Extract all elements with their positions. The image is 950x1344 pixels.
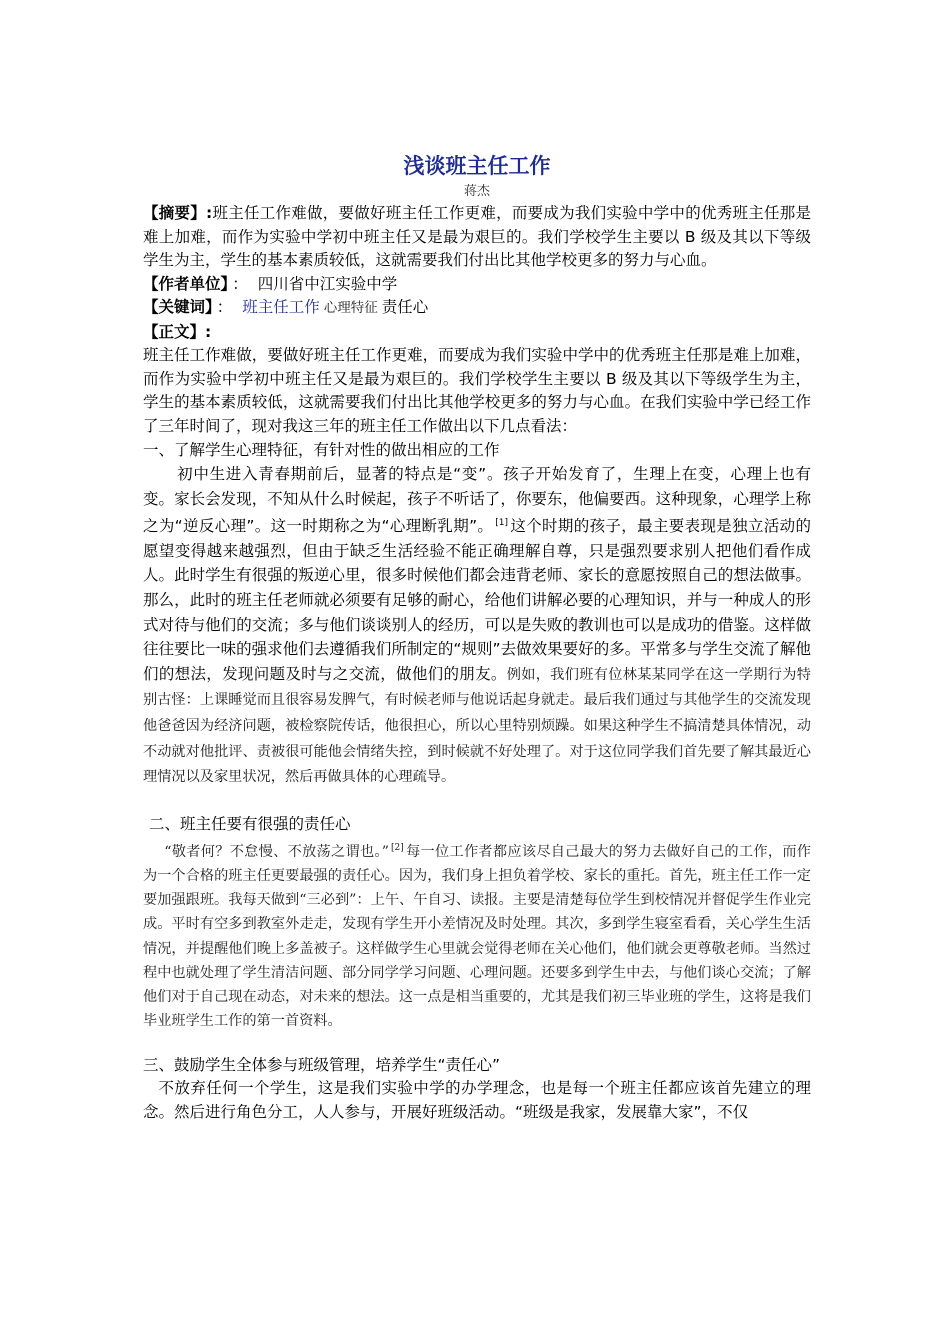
body-label: 【正文】:: [143, 322, 212, 341]
section2-paragraph: [143, 836, 811, 1034]
article-author: 蒋杰: [463, 184, 490, 199]
spacer: [143, 790, 811, 812]
keyword: 责任心: [381, 298, 429, 316]
author-unit-row: [143, 273, 811, 297]
keyword: 心理特征: [323, 300, 378, 316]
abstract-block: [143, 202, 811, 273]
unit-value: 四川省中江实验中学: [257, 274, 398, 293]
section2-quote: “敬者何？不怠慢、不放荡之谓也。”: [164, 843, 390, 860]
section2-text: 每一位工作者都应该尽自己最大的努力去做好自己的工作，而作为一个合格的班主任更要最强的责任心。因为，我们身上担负着学校、家长的重托。首先，班主任工作一定要加强跟班。我每天做到“三必到”：上午、午自习、读报。主要是清楚每位学生到校情况并督促学生作业完成。平时有空多到教室外走走，发现有学生开小差情况及时处理。其次，多到学生寝室看看，关心学生生活情况，并提醒他们晚上多盖被子。这样做学生心里就会觉得老师在关心他们，他们就会更尊敬老师。当然过程中也就处理了学生清洁问题、部分同学学习问题、心理问题。还要多到学生中去，与他们谈心交流；了解他们对于自己现在动态，对未来的想法。这一点是相当重要的，尤其是我们初三毕业班的学生，这将是我们毕业班学生工作的第一首资料。: [143, 843, 811, 1030]
section1-paragraph: [143, 462, 811, 790]
abstract-text: 班主任工作难做，要做好班主任工作更难，而要成为我们实验中学中的优秀班主任那是难上加难，而作为实验中学初中班主任又是最为艰巨的。我们学校学生主要以 B 级及其以下等级学生为主，学生的基本素质较低，这就需要我们付出比其他学校更多的努力与心血。: [143, 204, 811, 269]
citation-ref: [2]: [391, 842, 404, 853]
keywords-label: 【关键词】: [143, 298, 213, 316]
keywords-row: [143, 296, 811, 321]
intro-paragraph: 班主任工作难做，要做好班主任工作更难，而要成为我们实验中学中的优秀班主任那是难上加难，而作为实验中学初中班主任又是最为艰巨的。我们学校学生主要以 B 级及其以下等级学生为主，学生的基本素质较低，这就需要我们付出比其他学校更多的努力与心血。在我们实验中学已经工作了三年时间了，现对我这三年的班主任工作做出以下几点看法：: [143, 346, 811, 435]
unit-separator: ：: [232, 274, 248, 293]
abstract-label: 【摘要】:: [143, 204, 213, 222]
unit-label: 【作者单位】: [143, 274, 229, 293]
keywords-separator: ：: [216, 298, 233, 316]
section3-paragraph: 不放弃任何一个学生，这是我们实验中学的办学理念，也是每一个班主任都应该首先建立的理念。然后进行角色分工，人人参与，开展好班级活动。“班级是我家，发展靠大家”，不仅: [143, 1079, 811, 1121]
article-content: [143, 150, 811, 1124]
section1-text-a: 初中生进入青春期前后，显著的特点是“变”。孩子开始发育了，生理上在变，心理上也有变。家长会发现，不知从什么时候起，孩子不听话了，你要东，他偏要西。这种现象，心理学上称之为“逆反心理”。这一时期称之为“心理断乳期”。: [143, 465, 811, 536]
spacer: [143, 1033, 811, 1053]
citation-ref: [1]: [495, 518, 509, 529]
section1-text-c: 例如，我们班有位林某某同学在这一学期行为特别古怪：上课睡觉而且很容易发脾气，有时候老师与他说话起身就走。最后我们通过与其他学生的交流发现他爸爸因为经济问题，被检察院传话，他很担心，所以心里特别烦躁。如果这种学生不搞清楚具体情况，动不动就对他批评、责被很可能他会情绪失控，到时候就不好处理了。对于这位同学我们首先要了解其最近心理情况以及家里状况，然后再做具体的心理疏导。: [143, 666, 811, 786]
section3-heading: 三、鼓励学生全体参与班级管理，培养学生“责任心”: [143, 1056, 501, 1075]
article-title: 浅谈班主任工作: [403, 154, 551, 178]
section1-text-b: 这个时期的孩子，最主要表现是独立活动的愿望变得越来越强烈，但由于缺乏生活经验不能正确理解自尊，只是强烈要求别人把他们看作成人。此时学生有很强的叛逆心里，很多时候他们都会违背老师、家长的意愿按照自己的想法做事。那么，此时的班主任老师就必须要有足够的耐心，给他们讲解必要的心理知识，并与一种成人的形式对待与他们的交流；多与他们谈谈别人的经历，可以是失败的教训也可以是成功的借鉴。这样做往往要比一味的强求他们去遵循我们所制定的“规则”去做效果要好的多。平常多与学生交流了解他们的想法，发现问题及时与之交流，做他们的朋友。: [143, 517, 811, 683]
section1-heading: 一、了解学生心理特征，有针对性的做出相应的工作: [143, 441, 500, 459]
keyword: 班主任工作: [242, 298, 320, 316]
section2-heading: 二、班主任要有很强的责任心: [149, 814, 351, 833]
